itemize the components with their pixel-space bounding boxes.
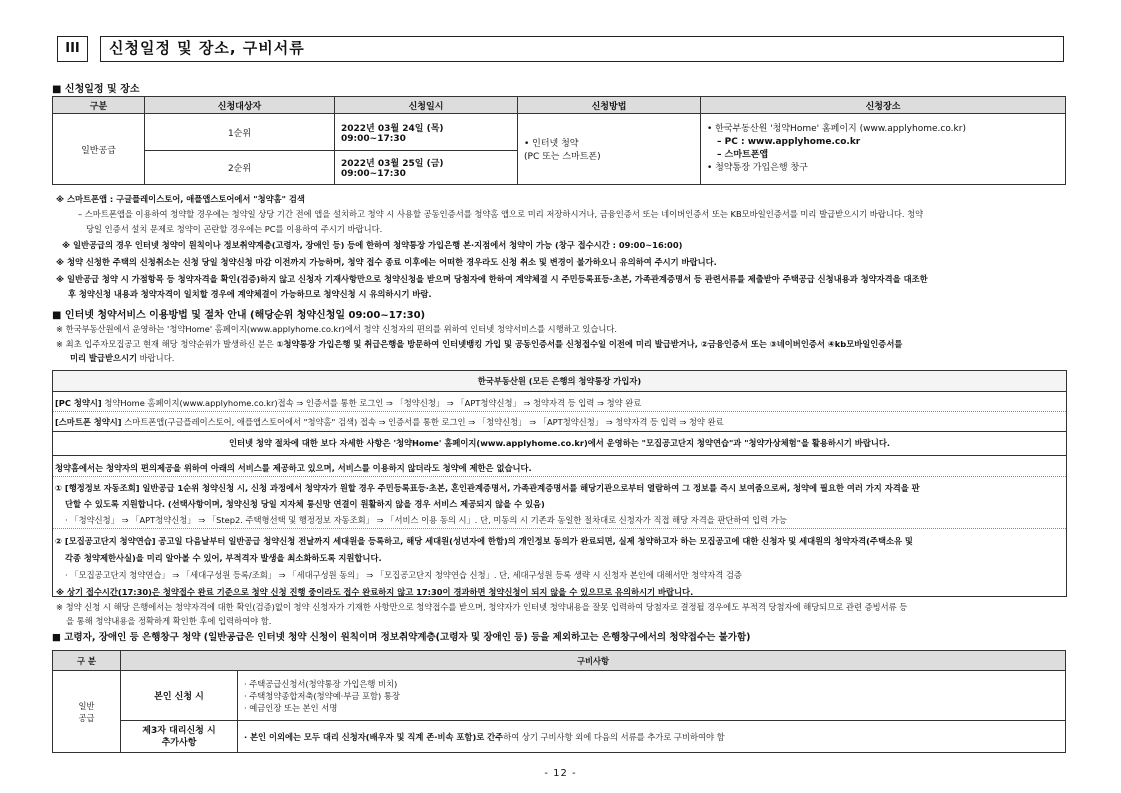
category-line: 일반 — [78, 700, 95, 711]
schedule-table — [52, 96, 1066, 185]
category-line: 공급 — [78, 712, 95, 723]
item1-path: · 「청약신청」 ⇒ 「APT청약신청」 ⇒ 「Step2. 주택형선택 및 행정정보 자동조회」 ⇒ 「서비스 이용 동의 시」. 단, 미동의 시 기존과 동일한 절차대로 신청자가 직접 해당 자격을 판단하여 입력 가능 — [65, 515, 787, 525]
service-line: 청약홈에서는 청약자의 편의제공을 위하여 아래의 서비스를 제공하고 있으며, 서비스를 이용하지 않더라도 청약에 제한은 없습니다. — [55, 463, 532, 473]
table-row — [53, 114, 1066, 151]
place-line — [707, 123, 1059, 136]
guide-line: 인터넷 청약 절차에 대한 보다 자세한 사항은 '청약Home' 홈페이지(www.applyhome.co.kr)에서 운영하는 "모집공고단지 청약연습"과 "청약가상체험"을 활용하시기 바랍니다. — [228, 438, 891, 448]
col-target: 신청대상자 — [145, 97, 335, 114]
method-line: (PC 또는 스마트폰) — [524, 152, 601, 162]
note-line: 후 청약신청 내용과 청약자격이 일치할 경우에 계약체결이 가능하므로 청약신청 시 유의하시기 바람. — [68, 289, 432, 299]
self-items — [238, 671, 1066, 721]
list-item: · 예금인장 또는 본인 서명 — [244, 702, 338, 713]
place-line: – PC : www.applyhome.co.kr — [717, 137, 861, 147]
col-category: 구 분 — [53, 651, 121, 671]
divider — [53, 528, 1066, 529]
section-title: 신청일정 및 장소, 구비서류 — [100, 36, 1064, 62]
col-method: 신청방법 — [518, 97, 701, 114]
proxy-label-line: 제3자 대리신청 시 — [142, 725, 216, 736]
note-line: ※ 청약 신청 시 해당 은행에서는 청약자격에 대한 확인(검증)없이 청약 신청자가 기재한 사항만으로 청약접수를 받으며, 청약자가 인터넷 청약내용을 잘못 입력하여 당첨자로 결정될 경우에도 부적격 당첨자에 해당되므로 관련 증빙서류 등 — [56, 602, 908, 612]
target-cell: 1순위 — [145, 114, 335, 151]
category-cell: 일반공급 — [53, 114, 145, 185]
method-line: • 인터넷 청약 — [524, 139, 579, 149]
date-cell: 2022년 03월 25일 (금) 09:00~17:30 — [335, 151, 518, 185]
section-number: III — [57, 36, 88, 62]
place-text: • 한국부동산원 '청약Home' 홈페이지 (www.applyhome.co.kr) — [707, 124, 966, 134]
col-requirements: 구비사항 — [121, 651, 1066, 671]
sp-line — [55, 416, 724, 428]
pc-text: 청약Home 홈페이지(www.applyhome.co.kr)접속 ⇒ 인증서를 통한 로그인 ⇒ 「청약신청」 ⇒ 「APT청약신청」 ⇒ 청약자격 등 입력 ⇒ 청약 완료 — [104, 398, 642, 408]
proxy-label — [121, 721, 238, 753]
internet-note-2-cont — [70, 352, 174, 364]
sp-label: [스마트폰 청약시] — [55, 417, 122, 427]
item2-path: · 「모집공고단지 청약연습」 ⇒ 「세대구성원 등록/조회」 ⇒ 「세대구성원 동의」 ⇒ 「모집공고단지 청약연습 신청」. 단, 세대구성원 등록 생략 시 신청자 본인에 대해서만 청약자격 검증 — [65, 570, 742, 580]
note-line: ※ 상기 접수시간(17:30)은 청약접수 완료 기준으로 청약 신청 진행 중이라도 접수 완료하지 않고 17:30이 경과하면 청약신청이 되지 않을 수 있으므로 유의하시기 바랍니다. — [56, 587, 694, 597]
pc-label: [PC 청약시] — [55, 398, 102, 408]
col-date: 신청일시 — [335, 97, 518, 114]
internet-note-2c: 미리 발급받으시기 — [70, 353, 138, 363]
info-box — [52, 370, 1067, 597]
pc-line — [55, 397, 641, 409]
note-line: 당일 인증서 설치 문제로 청약이 곤란할 경우에는 PC를 이용하여 주시기 바랍니다. — [86, 224, 383, 234]
self-label: 본인 신청 시 — [121, 671, 238, 721]
internet-heading: ■ 인터넷 청약서비스 이용방법 및 절차 안내 (해당순위 청약신청일 09:00~17:30) — [52, 310, 426, 321]
proxy-text — [238, 721, 1066, 753]
divider — [53, 431, 1066, 432]
internet-note-2a: ※ 최초 입주자모집공고 현재 해당 청약순위가 발생하신 분은 — [56, 339, 274, 349]
schedule-header-row — [53, 97, 1066, 114]
place-cell — [701, 114, 1066, 185]
target-cell: 2순위 — [145, 151, 335, 185]
page-number: - 12 - — [544, 768, 577, 779]
list-item: · 주택공급신청서(청약통장 가입은행 비치) — [244, 678, 398, 689]
item1-line: ① [행정정보 자동조회] 일반공급 1순위 청약신청 시, 신청 과정에서 청약자가 원할 경우 주민등록표등·초본, 혼인관계증명서, 가족관계증명서를 해당기관으로부터 열람하여 그 정보를 즉시 보여줌으로써, 청약에 필요한 여러 가지 자격을 판 — [55, 483, 920, 493]
item1-line: 단할 수 있도록 지원합니다. (선택사항이며, 청약신청 당일 지자체 통신망 연결이 원활하지 않을 경우 서비스 제공되지 않을 수 있음) — [65, 499, 545, 509]
place-line: – 스마트폰앱 — [717, 150, 769, 160]
internet-note-2d: 바랍니다. — [139, 353, 175, 363]
col-place: 신청장소 — [701, 97, 1066, 114]
date-cell: 2022년 03월 24일 (목) 09:00~17:30 — [335, 114, 518, 151]
proxy-text-rest: 하여 상기 구비사항 외에 다음의 서류를 추가로 구비하여야 함 — [503, 731, 725, 742]
docs-table — [52, 650, 1066, 753]
item2-line: ② [모집공고단지 청약연습] 공고일 다음날부터 일반공급 청약신청 전날까지 세대원을 등록하고, 해당 세대원(성년자에 한함)의 개인정보 동의가 완료되면, 실제 청약하고자 하는 모집공고에 대한 신청자 및 세대원의 청약자격(주택소유 및 — [55, 536, 913, 546]
schedule-heading: ■ 신청일정 및 장소 — [52, 84, 140, 95]
docs-header-row — [53, 651, 1066, 671]
note-line: 을 통해 청약내용을 정확하게 확인한 후에 입력하여야 함. — [66, 616, 272, 626]
method-cell — [518, 114, 701, 185]
category-cell — [53, 671, 121, 753]
internet-note-2b: ①청약통장 가입은행 및 취급은행을 방문하여 인터넷뱅킹 가입 및 공동인증서를 신청접수일 이전에 미리 발급받거나, ②금융인증서 또는 ③네이버인증서 ④kb모바일인증서를 — [276, 339, 903, 349]
item2-line: 각종 청약제한사실)을 미리 알아볼 수 있어, 부적격자 발생을 최소화하도록 지원합니다. — [65, 553, 382, 563]
place-line: • 청약통장 가입은행 창구 — [707, 163, 808, 173]
internet-note-1: ※ 한국부동산원에서 운영하는 '청약Home' 홈페이지(www.applyhome.co.kr)에서 청약 신청자의 편의를 위하여 인터넷 청약서비스를 시행하고 있습니다. — [56, 324, 618, 334]
divider — [53, 476, 1066, 477]
internet-note-2 — [56, 338, 902, 350]
note-line: – 스마트폰앱을 이용하여 청약할 경우에는 청약일 상당 기간 전에 앱을 설치하고 청약 시 사용할 공동인증서를 청약홈 앱으로 미리 저장하시거나, 금융인증서 또는 네이버인증서 또는 KB모바일인증서를 미리 발급받으시기 바랍니다. 청약 — [78, 209, 924, 219]
table-row — [53, 671, 1066, 721]
note-line: ※ 청약 신청한 주택의 신청취소는 신청 당일 청약신청 마감 이전까지 가능하며, 청약 접수 종료 이후에는 어떠한 경우라도 신청 취소 및 변경이 불가하오니 유의하여 주시기 바랍니다. — [56, 257, 717, 267]
note-line: ※ 일반공급 청약 시 가점항목 등 청약자격을 확인(검증)하지 않고 신청자 기재사항만으로 청약신청을 받으며 당첨자에 한하여 계약체결 시 주민등록표등·초본, 가족관계증명서 등 관련서류를 제출받아 주택공급 신청내용과 청약자격을 대조한 — [56, 274, 928, 284]
table-row — [53, 721, 1066, 753]
info-box-title: 한국부동산원 (모든 은행의 청약통장 가입자) — [53, 371, 1066, 392]
divider — [53, 411, 1066, 412]
note-line: ※ 일반공급의 경우 인터넷 청약이 원칙이나 정보취약계층(고령자, 장애인 등) 등에 한하여 청약통장 가입은행 본·지점에서 청약이 가능 (창구 접수시간 : 09:00~16:00) — [62, 240, 683, 250]
proxy-text-bold: · 본인 이외에는 모두 대리 신청자(배우자 및 직계 존·비속 포함)로 간주 — [244, 731, 504, 742]
proxy-label-line: 추가사항 — [161, 737, 197, 748]
note-line: ※ 스마트폰앱 : 구글플레이스토어, 애플앱스토어에서 "청약홈" 검색 — [56, 194, 305, 204]
col-category: 구분 — [53, 97, 145, 114]
docs-heading: ■ 고령자, 장애인 등 은행창구 청약 (일반공급은 인터넷 청약 신청이 원칙이며 정보취약계층(고령자 및 장애인 등) 등을 제외하고는 은행창구에서의 청약접수는 불가함) — [52, 632, 751, 643]
list-item: · 주택청약종합저축(청약예·부금 포함) 통장 — [244, 690, 400, 701]
sp-text: 스마트폰앱(구글플레이스토어, 애플앱스토어에서 "청약홈" 검색) 접속 ⇒ 인증서를 통한 로그인 ⇒ 「청약신청」 ⇒ 「APT청약신청」 ⇒ 청약자격 등 입력 ⇒ 청약 완료 — [124, 417, 724, 427]
divider — [53, 455, 1066, 456]
